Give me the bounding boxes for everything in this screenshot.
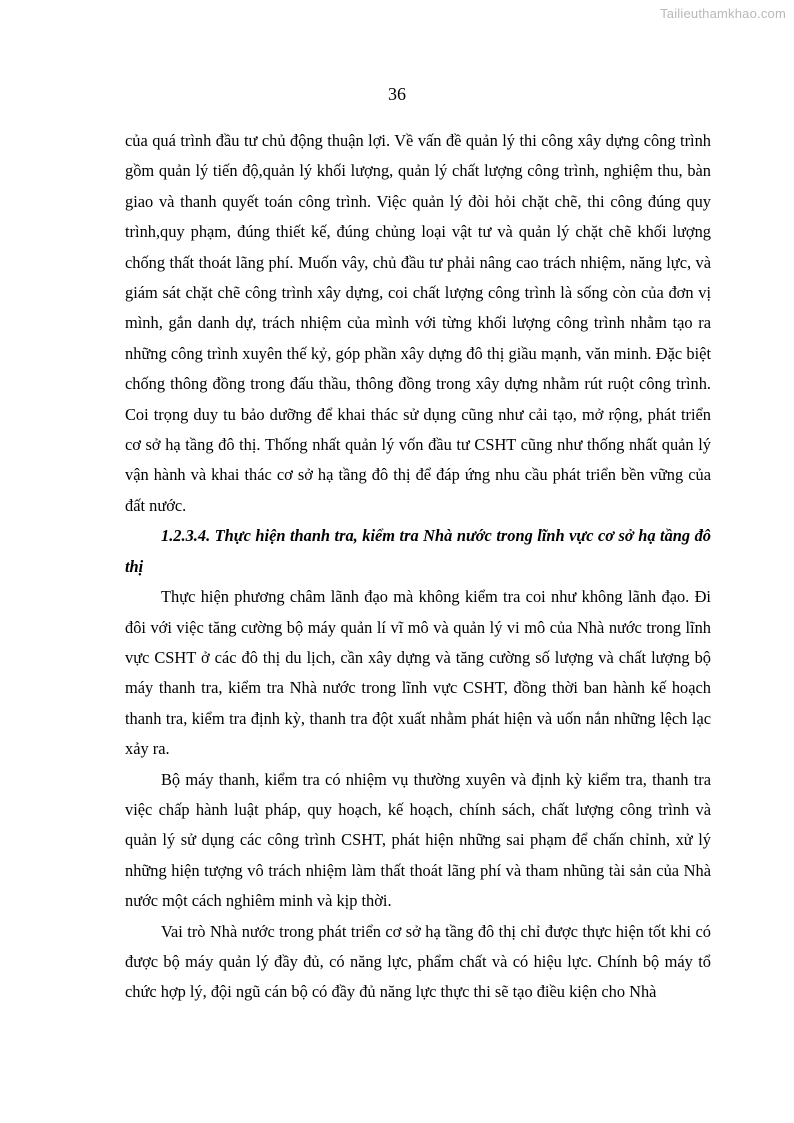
paragraph: của quá trình đầu tư chủ động thuận lợi. Về vấn đề quản lý thi công xây dựng công trình gồm quản lý tiến độ,quản lý khối lượng, quản lý chất lượng công trình, nghiệm thu, bàn giao và thanh quyết toán công trình. Việc quản lý đòi hỏi chặt chẽ, thi công đúng quy trình,quy phạm, đúng thiết kế, đúng chủng loại vật tư và quản lý chặt chẽ khối lượng chống thất thoát lãng phí. Muốn vây, chủ đầu tư phải nâng cao trách nhiệm, năng lực, và giám sát chặt chẽ công trình xây dựng, coi chất lượng công trình là sống còn của đơn vị mình, gắn danh dự, trách nhiệm của mình với từng khối lượng công trình nhằm tạo ra những công trình xuyên thế kỷ, góp phần xây dựng đô thị giầu mạnh, văn minh. Đặc biệt chống thông đồng trong đấu thầu, thông đồng trong xây dựng nhằm rút ruột công trình. Coi trọng duy tu bảo dưỡng để khai thác sử dụng cũng như cải tạo, mở rộng, phát triển cơ sở hạ tầng đô thị. Thống nhất quản lý vốn đầu tư CSHT cũng như thống nhất quản lý vận hành và khai thác cơ sở hạ tầng đô thị để đáp ứng nhu cầu phát triển bền vững của đất nước. <box>125 131 711 515</box>
paragraph: Thực hiện phương châm lãnh đạo mà không kiểm tra coi như không lãnh đạo. Đi đôi với việc tăng cường bộ máy quản lí vĩ mô và quản lý vi mô của Nhà nước trong lĩnh vực CSHT ở các đô thị du lịch, cần xây dựng và tăng cường số lượng và chất lượng bộ máy thanh tra, kiểm tra Nhà nước trong lĩnh vực CSHT, đồng thời ban hành kế hoạch thanh tra, kiểm tra định kỳ, thanh tra đột xuất nhằm phát hiện và uốn nắn những lệch lạc xảy ra. <box>125 587 711 759</box>
section-heading: 1.2.3.4. Thực hiện thanh tra, kiểm tra Nhà nước trong lĩnh vực cơ sở hạ tầng đô thị <box>125 526 711 576</box>
document-body <box>125 126 711 1008</box>
paragraph: Vai trò Nhà nước trong phát triển cơ sở hạ tầng đô thị chỉ được thực hiện tốt khi có được bộ máy quản lý đầy đủ, có năng lực, phẩm chất và có hiệu lực. Chính bộ máy tổ chức hợp lý, đội ngũ cán bộ có đầy đủ năng lực thực thi sẽ tạo điều kiện cho Nhà <box>125 921 711 1002</box>
paragraph: Bộ máy thanh, kiểm tra có nhiệm vụ thường xuyên và định kỳ kiểm tra, thanh tra việc chấp hành luật pháp, quy hoạch, kế hoạch, chính sách, chất lượng công trình và quản lý sử dụng các công trình CSHT, phát hiện những sai phạm để chấn chỉnh, xử lý những hiện tượng vô trách nhiệm làm thất thoát lãng phí và tham nhũng tài sản của Nhà nước một cách nghiêm minh và kịp thời. <box>125 769 711 911</box>
page-number: 36 <box>388 84 406 104</box>
watermark: Tailieuthamkhao.com <box>660 6 786 21</box>
